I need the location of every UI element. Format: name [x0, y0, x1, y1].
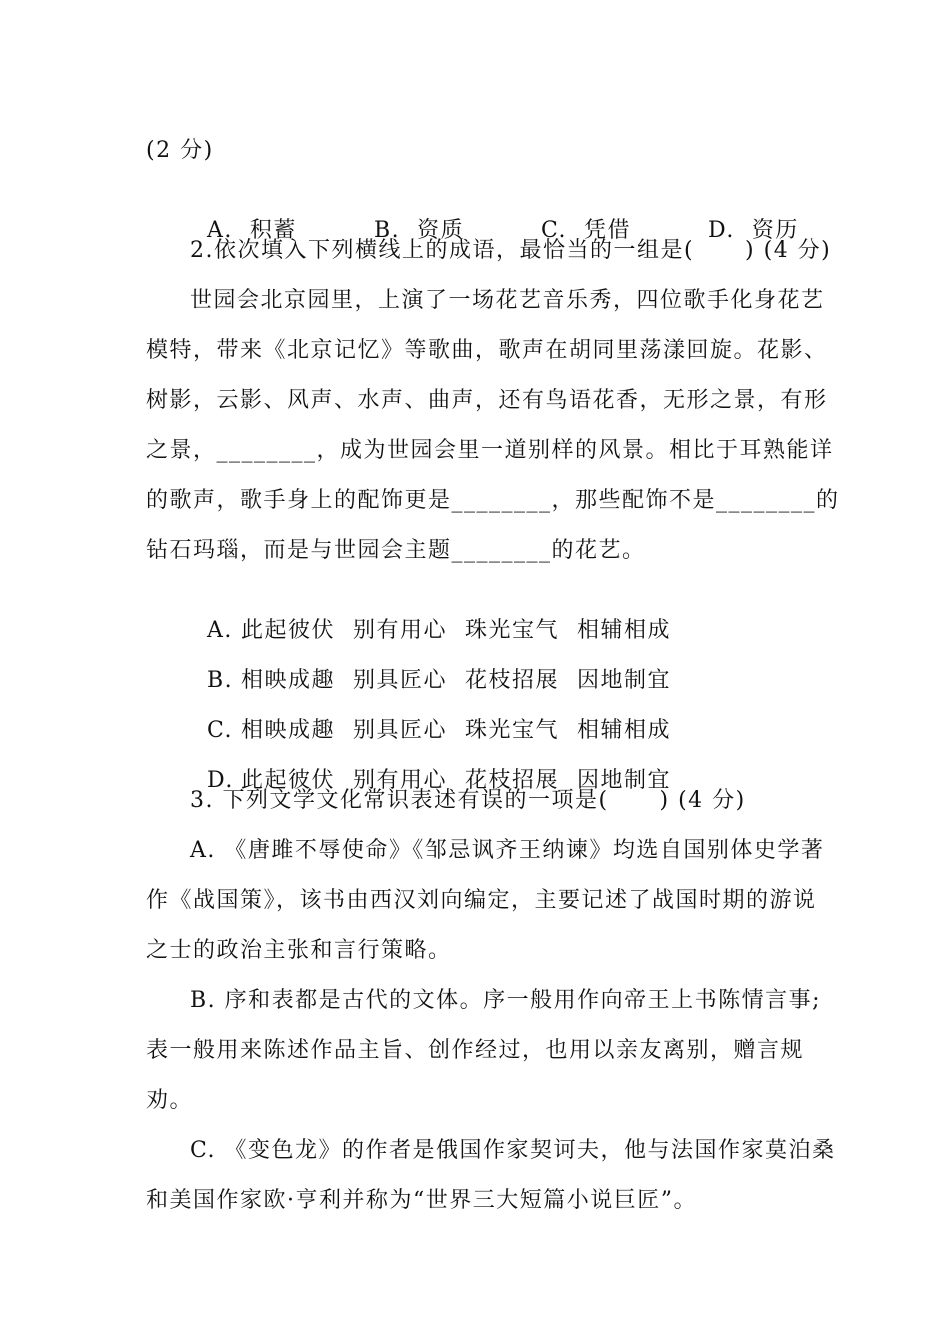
option-letter: A.	[207, 618, 233, 643]
idiom: 因地制宜	[577, 768, 672, 793]
option-letter: C.	[207, 718, 234, 743]
q2-passage-line: 树影，云影、风声、水声、曲声，还有鸟语花香，无形之景，有形	[146, 388, 828, 413]
idiom: 别具匠心	[353, 718, 448, 743]
q1-option-b: B. 资质	[374, 218, 465, 243]
idiom: 此起彼伏	[241, 618, 336, 643]
q3-option-a-line: 作《战国策》，该书由西汉刘向编定，主要记述了战国时期的游说	[146, 888, 817, 913]
option-letter: D.	[207, 768, 234, 793]
q1-option-a: A. 积蓄	[207, 218, 297, 243]
q3-stem: 3. 下列文学文化常识表述有误的一项是( ) (4 分)	[190, 788, 746, 813]
q2-passage-line: 世园会北京园里，上演了一场花艺音乐秀，四位歌手化身花艺	[190, 288, 825, 313]
idiom: 相映成趣	[241, 718, 336, 743]
q2-stem: 2.依次填入下列横线上的成语，最恰当的一组是( ) (4 分)	[190, 238, 832, 263]
idiom: 花枝招展	[465, 768, 560, 793]
q2-passage-line: 之景，________，成为世园会里一道别样的风景。相比于耳熟能详	[146, 438, 834, 463]
idiom: 别具匠心	[353, 668, 448, 693]
idiom: 珠光宝气	[465, 718, 560, 743]
q3-option-c-line: C. 《变色龙》的作者是俄国作家契诃夫，他与法国作家莫泊桑	[190, 1138, 836, 1163]
idiom: 花枝招展	[465, 668, 560, 693]
idiom: 别有用心	[353, 768, 448, 793]
q3-option-a-line: 之士的政治主张和言行策略。	[146, 938, 452, 963]
q3-option-b-line: B. 序和表都是古代的文体。序一般用作向帝王上书陈情言事;	[190, 988, 822, 1013]
idiom: 因地制宜	[577, 668, 672, 693]
option-letter: B.	[207, 668, 234, 693]
idiom: 相映成趣	[241, 668, 336, 693]
q3-option-b-line: 劝。	[146, 1088, 194, 1113]
q1-score: (2 分)	[146, 138, 214, 163]
q3-option-b-line: 表一般用来陈述作品主旨、创作经过，也用以亲友离别，赠言规	[146, 1038, 805, 1063]
idiom: 相辅相成	[577, 618, 672, 643]
q1-option-c: C. 凭借	[541, 218, 632, 243]
q1-option-d: D. 资历	[708, 218, 799, 243]
q2-passage-line: 的歌声，歌手身上的配饰更是________，那些配饰不是________的	[146, 488, 840, 513]
idiom: 别有用心	[353, 618, 448, 643]
idiom: 相辅相成	[577, 718, 672, 743]
idiom: 此起彼伏	[241, 768, 336, 793]
q2-passage-line: 模特，带来《北京记忆》等歌曲，歌声在胡同里荡漾回旋。花影、	[146, 338, 828, 363]
q2-passage-line: 钻石玛瑙，而是与世园会主题________的花艺。	[146, 538, 646, 563]
q3-option-c-line: 和美国作家欧·亨利并称为“世界三大短篇小说巨匠”。	[146, 1188, 697, 1213]
q3-option-a-line: A. 《唐雎不辱使命》《邹忌讽齐王纳谏》均选自国别体史学著	[190, 838, 825, 863]
idiom: 珠光宝气	[465, 618, 560, 643]
